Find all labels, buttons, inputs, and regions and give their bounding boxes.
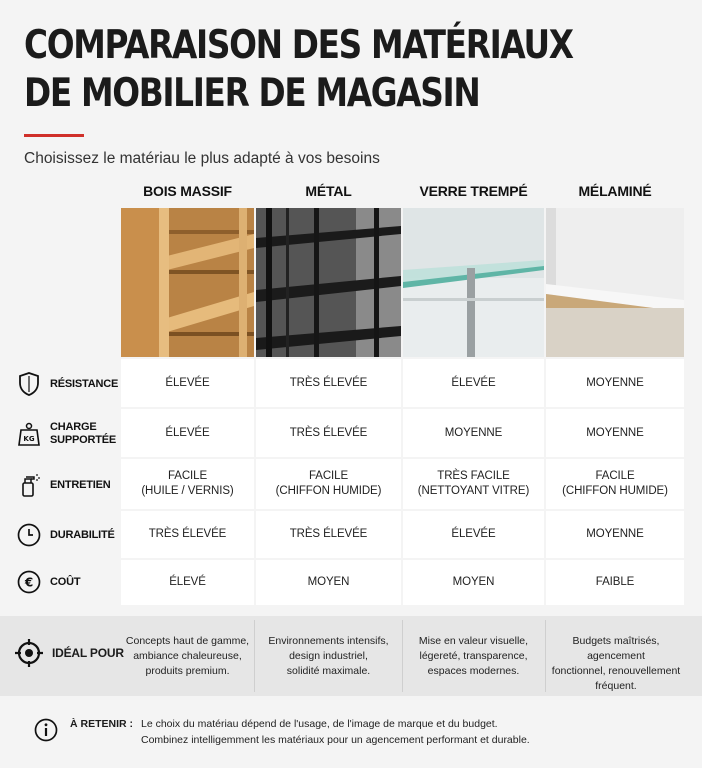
title-line-1: COMPARAISON DES MATÉRIAUX <box>24 23 573 68</box>
row-label-durabilite: DURABILITÉ <box>16 520 118 550</box>
svg-text:KG: KG <box>23 435 35 443</box>
cell-resistance-metal: TRÈS ÉLEVÉE <box>256 359 401 407</box>
ideal-bois: Concepts haut de gamme, ambiance chaleureuse, produits premium. <box>125 635 250 677</box>
cell-cout-verre: MOYEN <box>403 560 544 605</box>
weight-kg-icon <box>16 421 42 447</box>
column-header-melamine: MÉLAMINÉ <box>578 183 652 199</box>
cell-entretien-metal: FACILE (CHIFFON HUMIDE) <box>256 459 401 509</box>
euro-icon <box>16 569 42 595</box>
cell-durabilite-bois: TRÈS ÉLEVÉE <box>121 511 254 558</box>
target-icon <box>14 638 44 668</box>
cell-charge-verre: MOYENNE <box>403 409 544 457</box>
column-header-bois-massif: BOIS MASSIF <box>143 183 232 199</box>
cell-entretien-bois: FACILE (HUILE / VERNIS) <box>121 459 254 509</box>
row-label-charge: KG CHARGE SUPPORTÉE <box>16 418 118 450</box>
clock-icon <box>16 522 42 548</box>
photo-glass-shelf <box>403 208 544 357</box>
row-label-ideal: IDÉAL POUR <box>14 638 124 668</box>
note-line-2: Combinez intelligemment les matériaux pour un agencement performant et durable. <box>141 734 530 746</box>
ideal-metal: Environnements intensifs, design industriel, solidité maximale. <box>268 635 389 677</box>
cell-resistance-verre: ÉLEVÉE <box>403 359 544 407</box>
cell-charge-bois: ÉLEVÉE <box>121 409 254 457</box>
ideal-melamine: Budgets maîtrisés, agencement fonctionnel, renouvellement fréquent. <box>551 635 681 692</box>
shield-icon <box>16 371 42 397</box>
spray-bottle-icon <box>16 472 42 498</box>
subtitle: Choisissez le matériau le plus adapté à vos besoins <box>24 150 380 167</box>
cell-charge-metal: TRÈS ÉLEVÉE <box>256 409 401 457</box>
cell-resistance-melamine: MOYENNE <box>546 359 684 407</box>
column-header-metal: MÉTAL <box>305 183 352 199</box>
cell-entretien-verre: TRÈS FACILE (NETTOYANT VITRE) <box>403 459 544 509</box>
row-label-entretien: ENTRETIEN <box>16 470 118 500</box>
column-header-verre-trempe: VERRE TREMPÉ <box>419 183 528 199</box>
cell-resistance-bois: ÉLEVÉE <box>121 359 254 407</box>
accent-rule <box>24 134 84 137</box>
cell-charge-melamine: MOYENNE <box>546 409 684 457</box>
note-retenir <box>34 716 530 748</box>
row-label-resistance: RÉSISTANCE <box>16 370 118 398</box>
page-title <box>24 22 573 118</box>
cell-durabilite-verre: ÉLEVÉE <box>403 511 544 558</box>
cell-entretien-melamine: FACILE (CHIFFON HUMIDE) <box>546 459 684 509</box>
svg-text:€: € <box>24 575 34 590</box>
info-icon <box>34 718 58 742</box>
note-lead: À RETENIR : <box>70 718 133 730</box>
ideal-verre: Mise en valeur visuelle, légereté, transparence, espaces modernes. <box>418 635 529 677</box>
photo-melamine-shelf <box>546 208 684 357</box>
ideal-divider <box>254 620 255 692</box>
photo-wood-shelf <box>121 208 254 357</box>
cell-durabilite-metal: TRÈS ÉLEVÉE <box>256 511 401 558</box>
title-line-2: DE MOBILIER DE MAGASIN <box>24 71 480 116</box>
photo-metal-shelf <box>256 208 401 357</box>
note-line-1: Le choix du matériau dépend de l'usage, de l'image de marque et du budget. <box>141 718 498 730</box>
row-label-cout: € COÛT <box>16 568 118 596</box>
cell-cout-melamine: FAIBLE <box>546 560 684 605</box>
cell-durabilite-melamine: MOYENNE <box>546 511 684 558</box>
cell-cout-bois: ÉLEVÉ <box>121 560 254 605</box>
cell-cout-metal: MOYEN <box>256 560 401 605</box>
